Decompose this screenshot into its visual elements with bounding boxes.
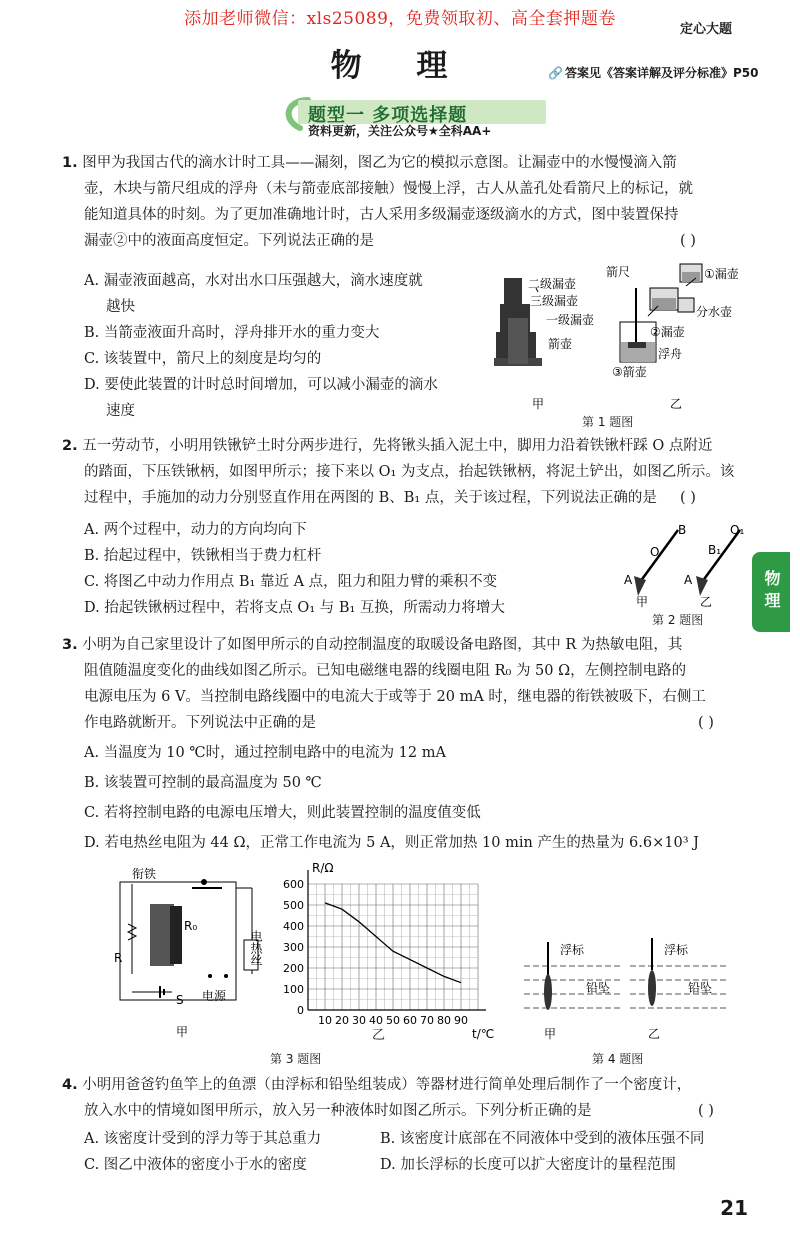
figure-3-caption: 第 3 题图 bbox=[270, 1052, 322, 1066]
figure-3-chart bbox=[268, 860, 495, 1050]
x-axis-label: t/℃ bbox=[472, 1027, 495, 1041]
label-jia: 甲 bbox=[544, 1027, 557, 1041]
option-d: D. 若电热丝电阻为 44 Ω，正常工作电流为 5 A，则正常加热 10 min 产生的热量为 6.6×10³ J bbox=[84, 835, 699, 851]
chart-ticks bbox=[283, 878, 468, 1027]
label-yi: 乙 bbox=[372, 1028, 386, 1043]
question-2 bbox=[62, 433, 762, 511]
answer-bracket: ( ) bbox=[680, 233, 696, 249]
label-heater: 电热丝 bbox=[249, 930, 263, 966]
figure-1 bbox=[490, 258, 760, 428]
x-tick-label: 70 bbox=[420, 1014, 434, 1027]
label-jia: 甲 bbox=[636, 595, 649, 609]
y-tick-label: 200 bbox=[283, 962, 304, 975]
label-R0: R₀ bbox=[184, 919, 198, 933]
question-number: 1. bbox=[62, 155, 78, 171]
x-tick-label: 20 bbox=[335, 1014, 349, 1027]
question-1 bbox=[62, 150, 762, 254]
question-line: 电源电压为 6 V。当控制电路线圈中的电流大于或等于 20 mA 时，继电器的衔铁被吸下，右侧工 bbox=[84, 689, 706, 705]
question-line: 漏壶②中的液面高度恒定。下列说法正确的是 bbox=[84, 233, 374, 249]
options-q3 bbox=[84, 740, 764, 856]
figure-4 bbox=[520, 936, 740, 1046]
option-c: C. 图乙中液体的密度小于水的密度 bbox=[84, 1157, 307, 1173]
label-pot1: ①漏壶 bbox=[704, 267, 739, 281]
label-A: A bbox=[624, 573, 633, 587]
option-d: D. 抬起铁锹柄过程中，若将支点 O₁ 与 B₁ 互换，所需动力将增大 bbox=[84, 600, 505, 616]
option-d: D. 加长浮标的长度可以扩大密度计的量程范围 bbox=[380, 1157, 676, 1173]
label-source: 电源 bbox=[202, 989, 227, 1003]
option-b: B. 当箭壶液面升高时，浮舟排开水的重力变大 bbox=[84, 325, 380, 341]
option-d: D. 要使此装置的计时总时间增加，可以减小漏壶的滴水 bbox=[84, 377, 438, 393]
label-O: O bbox=[650, 545, 660, 559]
x-tick-label: 60 bbox=[403, 1014, 417, 1027]
answer-bracket: ( ) bbox=[680, 490, 696, 506]
x-tick-label: 80 bbox=[437, 1014, 451, 1027]
label-yi: 乙 bbox=[648, 1027, 661, 1041]
question-number: 2. bbox=[62, 438, 78, 454]
y-tick-label: 600 bbox=[283, 878, 304, 891]
option-c: C. 该装置中，箭尺上的刻度是均匀的 bbox=[84, 351, 322, 367]
answer-reference-text: 答案见《答案详解及评分标准》P50 bbox=[564, 66, 759, 80]
option-c: C. 将图乙中动力作用点 B₁ 靠近 A 点，阻力和阻力臂的乘积不变 bbox=[84, 574, 498, 590]
x-tick-label: 30 bbox=[352, 1014, 366, 1027]
y-tick-label: 400 bbox=[283, 920, 304, 933]
label-weight-1: 铅坠 bbox=[586, 981, 611, 995]
label-S: S bbox=[176, 993, 184, 1007]
question-line: 小明为自己家里设计了如图甲所示的自动控制温度的取暖设备电路图，其中 R 为热敏电阻，其 bbox=[82, 637, 683, 653]
question-line: 壶，木块与箭尺组成的浮舟（未与箭壶底部接触）慢慢上浮，古人从盖孔处看箭尺上的标记，就 bbox=[84, 181, 693, 197]
x-tick-label: 90 bbox=[454, 1014, 468, 1027]
label-R: R bbox=[114, 951, 123, 965]
origin-tick-label: 0 bbox=[297, 1004, 304, 1017]
option-a: A. 两个过程中，动力的方向均向下 bbox=[84, 522, 307, 538]
section-subtitle: 资料更新，关注公众号★全科AA+ bbox=[308, 124, 492, 138]
question-line: 阻值随温度变化的曲线如图乙所示。已知电磁继电器的线圈电阻 R₀ 为 50 Ω，左侧控制电路的 bbox=[84, 663, 687, 679]
option-a: A. 漏壶液面越高，水对出水口压强越大，滴水速度就 bbox=[84, 273, 423, 289]
question-line: 过程中，手施加的动力分别竖直作用在两图的 B、B₁ 点，关于该过程，下列说法正确的是 bbox=[84, 490, 657, 506]
option-a: A. 该密度计受到的浮力等于其总重力 bbox=[84, 1131, 322, 1147]
figure-3-circuit bbox=[112, 864, 272, 1044]
option-c: C. 若将控制电路的电源电压增大，则此装置控制的温度值变低 bbox=[84, 805, 481, 821]
label-B1: B₁ bbox=[708, 543, 722, 557]
y-axis-label: R/Ω bbox=[312, 861, 334, 875]
x-tick-label: 10 bbox=[318, 1014, 332, 1027]
question-line: 作电路就断开。下列说法中正确的是 bbox=[84, 715, 316, 731]
label-B: B bbox=[678, 523, 687, 537]
x-tick-label: 40 bbox=[369, 1014, 383, 1027]
question-number: 4. bbox=[62, 1077, 78, 1093]
label-arrow-pot: 箭壶 bbox=[548, 337, 573, 351]
label-level1: 一级漏壶 bbox=[546, 313, 595, 327]
y-tick-label: 500 bbox=[283, 899, 304, 912]
question-4 bbox=[62, 1072, 762, 1124]
option-b: B. 抬起过程中，铁锹相当于费力杠杆 bbox=[84, 548, 322, 564]
option-d-cont: 速度 bbox=[106, 403, 135, 419]
page-title: 物 理 bbox=[330, 48, 470, 84]
figure-4-caption: 第 4 题图 bbox=[592, 1052, 644, 1066]
x-tick-label: 50 bbox=[386, 1014, 400, 1027]
question-line: 小明用爸爸钓鱼竿上的鱼漂（由浮标和铅坠组装成）等器材进行简单处理后制作了一个密度计， bbox=[82, 1077, 692, 1093]
section-heading bbox=[278, 94, 548, 138]
label-jia: 甲 bbox=[176, 1025, 189, 1039]
label-level2: 二级漏壶 bbox=[528, 277, 577, 291]
option-b: B. 该装置可控制的最高温度为 50 ℃ bbox=[84, 775, 322, 791]
question-line: 放入水中的情境如图甲所示，放入另一种液体时如图乙所示。下列分析正确的是 bbox=[84, 1103, 592, 1119]
label-A2: A bbox=[684, 573, 693, 587]
answer-bracket: ( ) bbox=[698, 715, 714, 731]
label-float-boat: 浮舟 bbox=[658, 347, 683, 361]
chart-grid bbox=[308, 870, 486, 1010]
y-tick-label: 100 bbox=[283, 983, 304, 996]
link-icon: 🔗 bbox=[548, 66, 563, 80]
label-O1: O₁ bbox=[730, 523, 745, 537]
label-split-pot: 分水壶 bbox=[696, 305, 733, 319]
label-ruler: 箭尺 bbox=[606, 265, 631, 279]
label-yi: 乙 bbox=[700, 595, 713, 609]
options-q4 bbox=[84, 1126, 764, 1178]
figure-1-caption: 第 1 题图 bbox=[582, 415, 634, 429]
figure-2-caption: 第 2 题图 bbox=[652, 613, 704, 627]
answer-bracket: ( ) bbox=[698, 1103, 714, 1119]
page-number: 21 bbox=[720, 1196, 748, 1220]
question-line: 能知道具体的时刻。为了更加准确地计时，古人采用多级漏壶逐级滴水的方式，图中装置保持 bbox=[84, 207, 679, 223]
subject-tab[interactable]: 物理 bbox=[752, 552, 790, 632]
figure-2 bbox=[620, 520, 750, 610]
label-armature: 衔铁 bbox=[132, 867, 157, 881]
label-pot2: ②漏壶 bbox=[650, 325, 685, 339]
question-line: 图甲为我国古代的滴水计时工具——漏刻，图乙为它的模拟示意图。让漏壶中的水慢慢滴入箭 bbox=[82, 155, 677, 171]
label-pot3: ③箭壶 bbox=[612, 365, 647, 379]
question-line: 的踏面，下压铁锹柄，如图甲所示；接下来以 O₁ 为支点，抬起铁锹柄，将泥土铲出，如图乙所示。该 bbox=[84, 464, 735, 480]
question-number: 3. bbox=[62, 637, 78, 653]
option-b: B. 该密度计底部在不同液体中受到的液体压强不同 bbox=[380, 1131, 705, 1147]
y-tick-label: 300 bbox=[283, 941, 304, 954]
options-q2 bbox=[84, 517, 644, 621]
vessel-3 bbox=[504, 278, 522, 306]
label-float-2: 浮标 bbox=[664, 943, 689, 957]
label-yi: 乙 bbox=[670, 397, 683, 411]
label-weight-2: 铅坠 bbox=[688, 981, 713, 995]
option-a-cont: 越快 bbox=[106, 299, 135, 315]
label-level3: 三级漏壶 bbox=[530, 294, 579, 308]
options-q1 bbox=[84, 268, 494, 424]
section-tag: 定心大题 bbox=[679, 22, 732, 37]
answer-reference bbox=[548, 64, 758, 81]
label-jia: 甲 bbox=[532, 397, 545, 411]
promo-banner: 添加老师微信：xls25089，免费领取初、高全套押题卷 bbox=[184, 9, 616, 29]
label-float-1: 浮标 bbox=[560, 943, 585, 957]
option-a: A. 当温度为 10 ℃时，通过控制电路中的电流为 12 mA bbox=[84, 745, 446, 761]
question-line: 五一劳动节，小明用铁锹铲土时分两步进行，先将锹头插入泥土中，脚用力沿着铁锹杆踩 O 点附近 bbox=[82, 438, 713, 454]
question-3 bbox=[62, 632, 762, 736]
section-label: 题型一 多项选择题 bbox=[308, 105, 468, 126]
